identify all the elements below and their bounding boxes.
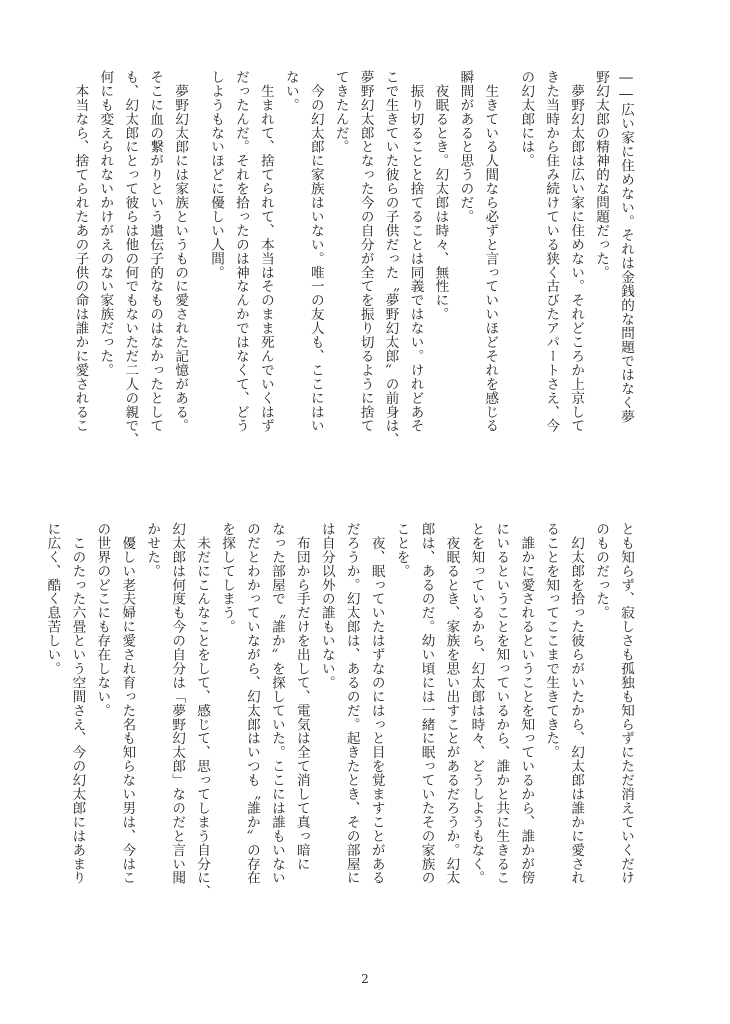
text-column: ことを。 (393, 522, 410, 578)
text-column: 郎は、あるのだ。幼い頃には一緒に眠っていたその家族の (418, 522, 435, 885)
text-column: 瞬間があると思うのだ。 (457, 70, 474, 224)
text-column: 優しい老夫婦に愛され育った名も知らない男は、今はこ (119, 522, 136, 885)
text-column: とを知っているから、幻太郎は時々、どうしようもなく。 (468, 522, 485, 885)
text-column: 布団から手だけを出して、電気は全て消して真っ暗に (293, 522, 310, 871)
text-column: ることを知ってここまで生きてきた。 (543, 522, 560, 760)
text-column: だったんだ。それを拾ったのは神なんかではなくて、どう (232, 70, 249, 433)
text-column: ――広い家に住めない。それは金銭的な問題ではなく夢 (618, 70, 634, 424)
text-column: 夢野幻太郎は広い家に住めない。それどころか上京して (568, 70, 585, 433)
text-column: に広く、酷く息苦しい。 (44, 522, 61, 676)
text-block-top (73, 70, 633, 500)
text-column: 夜、眠っていたはずなのにはっと目を覚ますことがある (368, 522, 385, 885)
text-column: なった部屋で〝誰か〟を探していた。ここには誰もいない (268, 522, 285, 885)
text-column: そこに血の繋がりという遺伝子的なものはなかったとして (147, 70, 164, 433)
text-column: 幻太郎は何度も今の自分は「夢野幻太郎」なのだと言い聞 (169, 522, 186, 885)
text-column: 夜眠るとき、家族を思い出すことがあるだろうか。幻太 (443, 522, 460, 885)
text-column: 幻太郎を拾った彼らがいたから、幻太郎は誰かに愛され (568, 522, 585, 885)
text-column: だろうか。幻太郎は、あるのだ。起きたとき、その部屋に (343, 522, 360, 885)
text-column: を探してしまう。 (219, 522, 235, 634)
text-column: このたった六畳という空間さえ、今の幻太郎にはあまり (69, 522, 86, 885)
text-column: 今の幻太郎に家族はいない。唯一の友人も、ここにはい (307, 70, 324, 433)
text-column: のものだった。 (593, 522, 610, 620)
text-column: 未だにこんなことをして、感じて、思ってしまう自分に、 (194, 522, 211, 899)
text-column: 生きている人間なら必ずと言っていいほどそれを感じる (482, 70, 499, 433)
text-column: の幻太郎には。 (518, 70, 535, 168)
text-column: 振り切ることと捨てることは同義ではない。けれどあそ (407, 70, 424, 433)
page-number: 2 (361, 972, 369, 986)
text-column: ない。 (282, 70, 299, 112)
text-column: 野幻太郎の精神的な問題だった。 (593, 70, 610, 280)
text-column: 夢野幻太郎には家族というものに愛された記憶がある。 (172, 70, 189, 433)
text-column: のだとわかっていながら、幻太郎はいつも〝誰か〟の存在 (243, 522, 260, 885)
text-column: 夜眠るとき。幻太郎は時々、無性に。 (432, 70, 449, 322)
text-column: 夢野幻太郎となった今の自分が全てを振り切るように捨て (357, 70, 374, 433)
text-column: 生まれて、捨てられて、本当はそのまま死んでいくはず (257, 70, 274, 433)
text-column: とも知らず、寂しさも孤独も知らずにただ消えていくだけ (618, 522, 634, 885)
text-column: こで生きていた彼らの子供だった〝夢野幻太郎〟の前身は、 (382, 70, 399, 447)
text-column: てきたんだ。 (332, 70, 349, 154)
text-column: 誰かに愛されるということを知っているから、誰かが傍 (518, 522, 535, 885)
text-column: にいるということを知っているから、誰かと共に生きるこ (493, 522, 510, 885)
text-column: は自分以外の誰もいない。 (318, 522, 335, 690)
text-block-bottom (44, 522, 634, 952)
text-column: しようもないほどに優しい人間。 (208, 70, 225, 280)
text-column: 何にも変えられないかけがえのない家族だった。 (97, 70, 114, 377)
text-column: かせた。 (144, 522, 161, 578)
text-column: も、幻太郎にとって彼らは他の何でもないただ二人の親で、 (122, 70, 139, 447)
text-column: の世界のどこにも存在しない。 (94, 522, 111, 718)
text-column: きた当時から住み続けている狭く古びたアパートさえ、今 (543, 70, 560, 433)
text-column: 本当なら、捨てられたあの子供の命は誰かに愛されるこ (72, 70, 89, 433)
